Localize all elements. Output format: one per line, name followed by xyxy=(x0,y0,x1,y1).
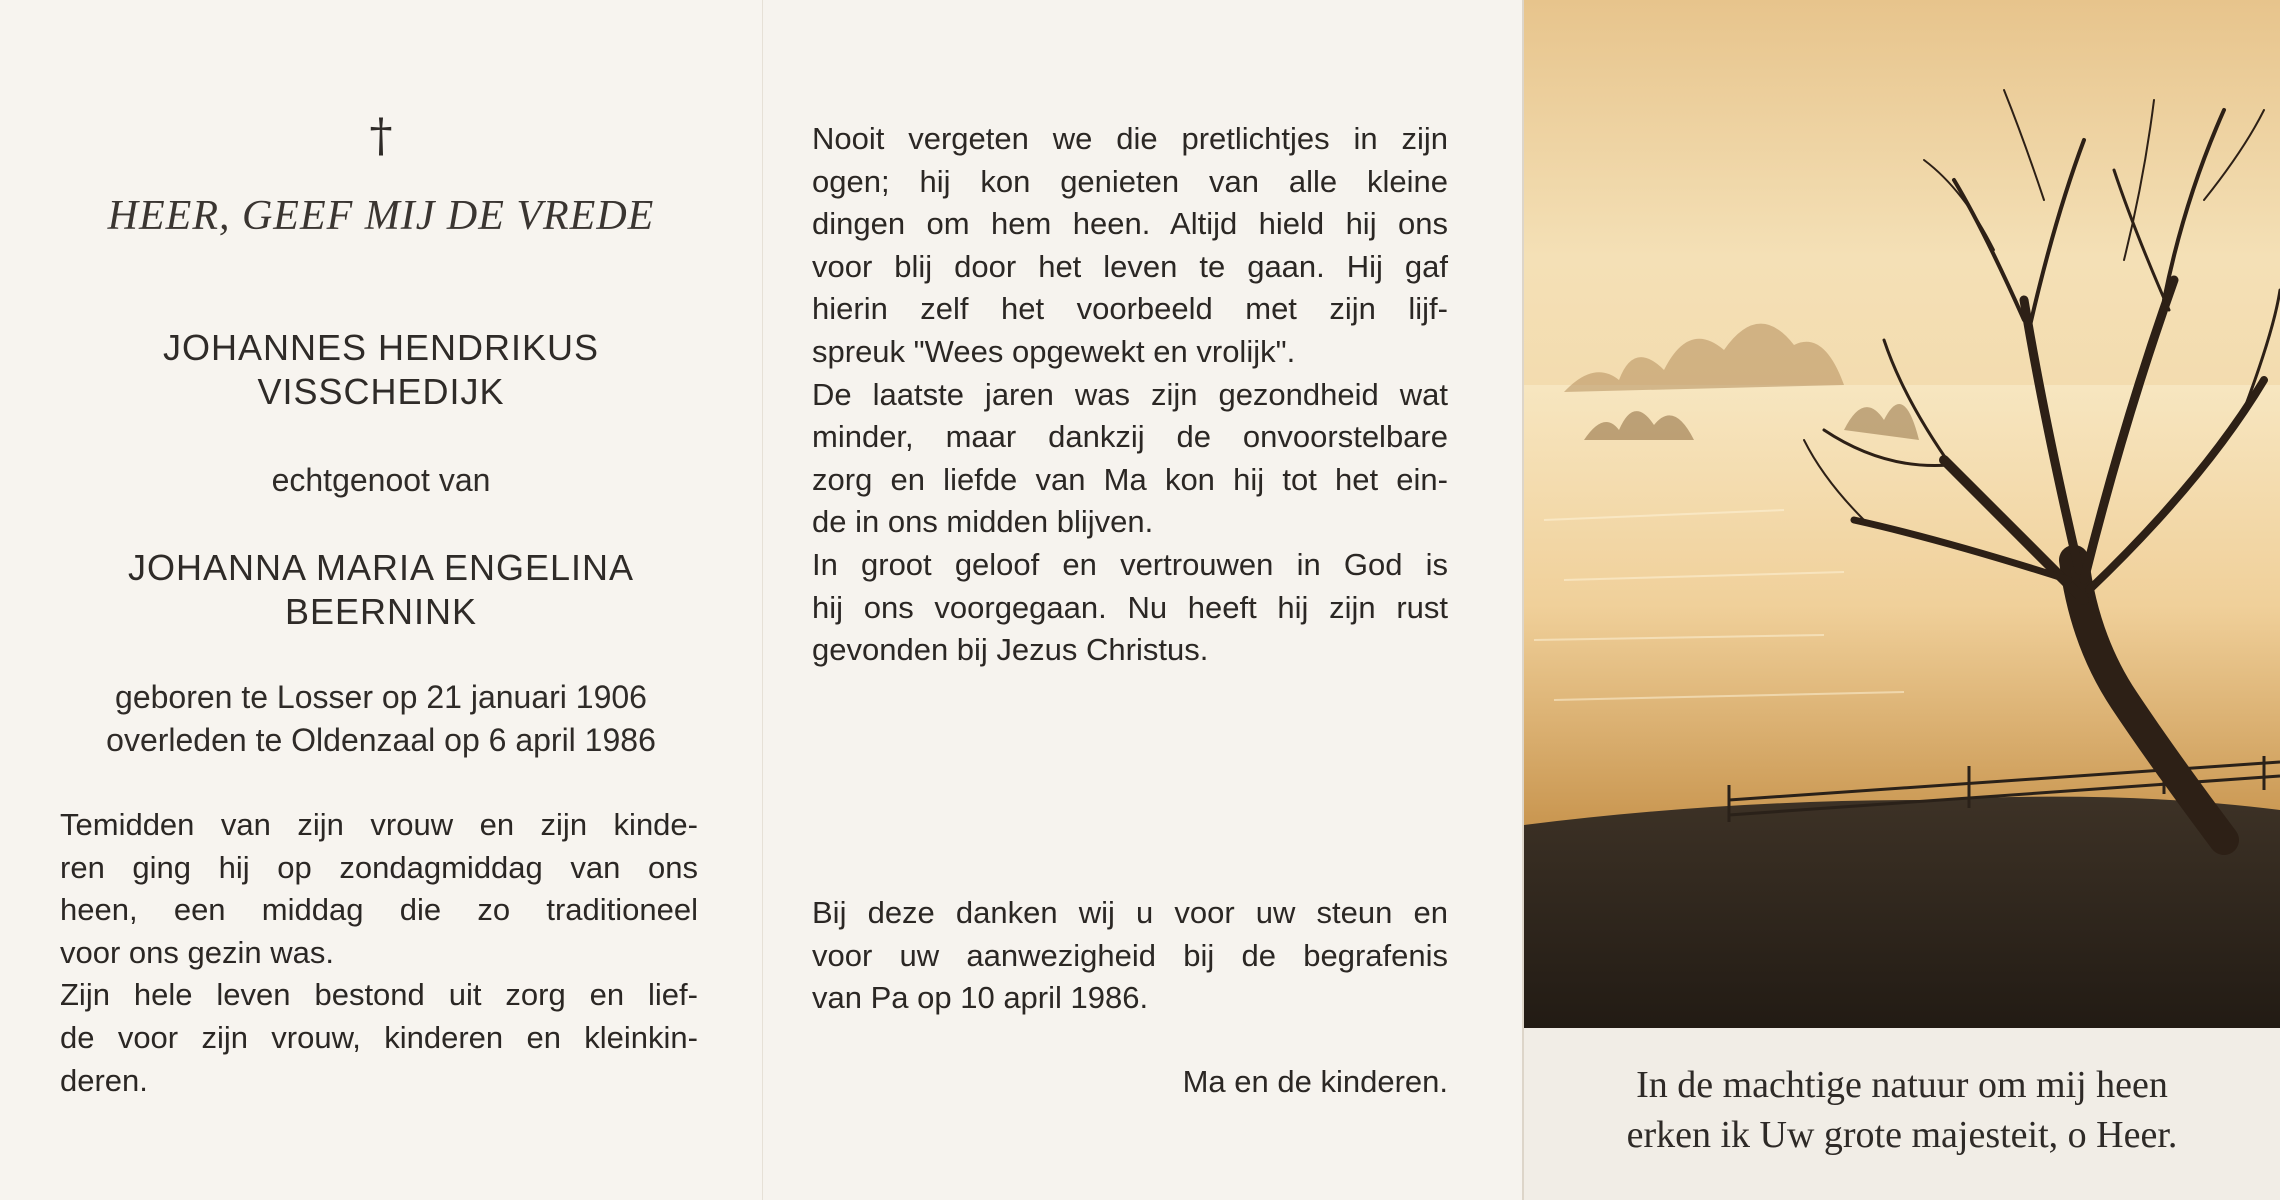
paragraph-line: ren ging hij op zondagmiddag van ons xyxy=(60,849,698,885)
paragraph-line: de voor zijn vrouw, kinderen en kleinkin- xyxy=(60,1019,698,1055)
paragraph-line: de in ons midden blijven. xyxy=(812,504,1154,540)
paragraph-line: dingen om hem heen. Altijd hield hij ons xyxy=(812,206,1448,242)
paragraph-line: Zijn hele leven bestond uit zorg en lief- xyxy=(60,977,698,1013)
paragraph-line: minder, maar dankzij de onvoorstelbare xyxy=(812,419,1448,455)
thanks-line: Bij deze danken wij u voor uw steun en xyxy=(812,895,1448,930)
thanks-paragraph xyxy=(812,892,1448,1020)
paragraph-line: voor blij door het leven te gaan. Hij gaf xyxy=(812,248,1448,284)
paragraph-line: De laatste jaren was zijn gezondheid wat xyxy=(812,376,1448,412)
signature: Ma en de kinderen. xyxy=(1182,1064,1448,1099)
paragraph-line: heen, een middag die zo traditioneel xyxy=(60,892,698,928)
photo-caption xyxy=(1524,1060,2280,1160)
deceased-name-line1: JOHANNES HENDRIKUS xyxy=(162,327,600,368)
thanks-line: voor uw aanwezigheid bij de begrafenis xyxy=(812,937,1448,973)
spouse-name-line1: JOHANNA MARIA ENGELINA xyxy=(127,547,635,588)
paragraph-line: gevonden bij Jezus Christus. xyxy=(812,632,1209,668)
birth-line: geboren te Losser op 21 januari 1906 xyxy=(115,679,647,715)
paragraph-line: hij ons voorgegaan. Nu heeft hij zijn rust xyxy=(812,589,1448,625)
paragraph-line: deren. xyxy=(60,1062,148,1098)
paragraph-line: Nooit vergeten we die pretlichtjes in zijn xyxy=(812,121,1448,156)
paragraph-line: zorg en liefde van Ma kon hij tot het ein- xyxy=(812,461,1448,497)
deceased-name xyxy=(0,326,762,414)
paragraph-line: hierin zelf het voorbeeld met zijn lijf- xyxy=(812,291,1448,327)
spouse-name-line2: BEERNINK xyxy=(284,591,478,632)
deceased-name-line2: VISSCHEDIJK xyxy=(257,371,505,412)
left-paragraph xyxy=(60,804,698,1102)
thanks-line: van Pa op 10 april 1986. xyxy=(812,980,1149,1016)
middle-paragraph xyxy=(812,118,1448,672)
paragraph-line: Temidden van zijn vrouw en zijn kinde- xyxy=(60,807,698,842)
paragraph-line: spreuk "Wees opgewekt en vrolijk". xyxy=(812,333,1296,369)
paragraph-line: In groot geloof en vertrouwen in God is xyxy=(812,546,1448,582)
life-dates xyxy=(0,676,762,762)
ground xyxy=(1524,797,2280,1028)
spouse-intro: echtgenoot van xyxy=(271,462,491,498)
paragraph-line: ogen; hij kon genieten van alle kleine xyxy=(812,163,1448,199)
death-line: overleden te Oldenzaal op 6 april 1986 xyxy=(106,722,656,758)
spouse-name xyxy=(0,546,762,634)
landscape-photo xyxy=(1524,0,2280,1028)
paragraph-line: voor ons gezin was. xyxy=(60,934,334,970)
memorial-heading: HEER, GEEF MIJ DE VREDE xyxy=(107,193,655,239)
cross-symbol: † xyxy=(369,108,393,162)
caption-line2: erken ik Uw grote majesteit, o Heer. xyxy=(1626,1114,2178,1156)
caption-line1: In de machtige natuur om mij heen xyxy=(1636,1064,2168,1106)
